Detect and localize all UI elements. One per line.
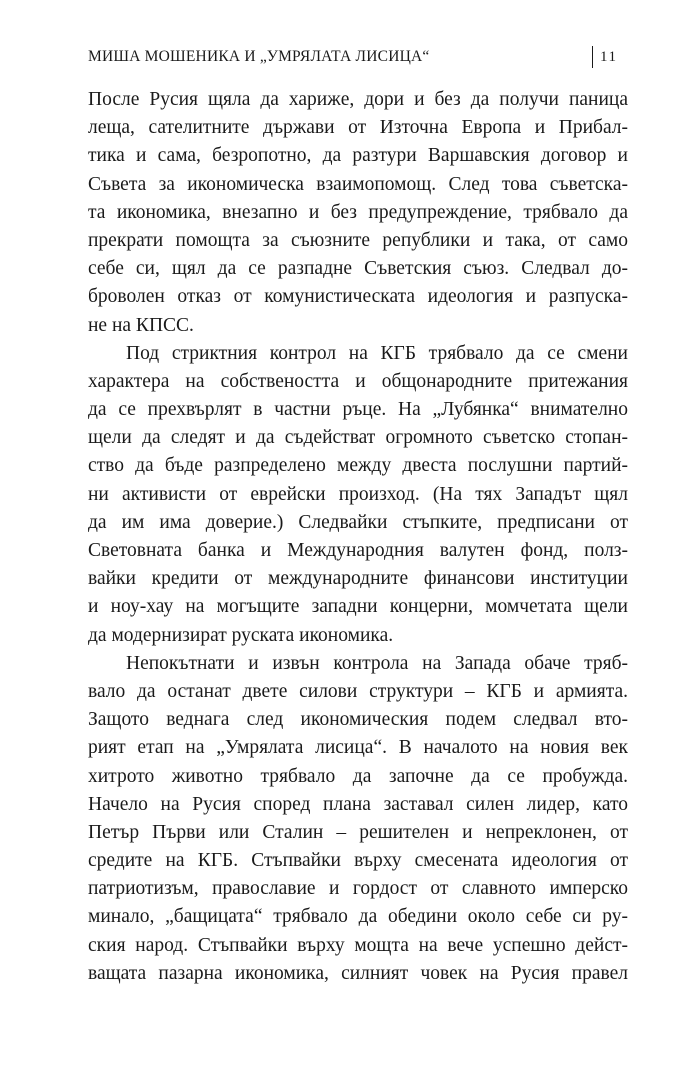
- text-line: Световната банка и Международния валутен фонд, полз-: [88, 540, 628, 561]
- text-line: леща, сателитните държави от Източна Европа и Прибал-: [88, 117, 628, 139]
- text-line: прекрати помощта за съюзните републики и така, от само: [88, 229, 628, 251]
- page-number: 11: [600, 49, 618, 65]
- text-line: Под стриктния контрол на КГБ трябвало да се смени: [126, 342, 628, 364]
- text-line: тика и сама, безропотно, да разтури Варшавския договор и: [88, 145, 628, 167]
- text-line: ския народ. Стъпвайки върху мощта на вече успешно дейст-: [88, 934, 628, 956]
- paragraph-1: [88, 86, 628, 340]
- text-line: рият етап на „Умрялата лисица“. В началото на новия век: [88, 737, 628, 759]
- text-line: вайки кредити от международните финансови институции: [88, 568, 628, 590]
- text-line: ващата пазарна икономика, силният човек на Русия правел: [88, 962, 628, 984]
- text-line: да се прехвърлят в частни ръце. На „Лубянка“ внимателно: [88, 399, 628, 421]
- paragraph-3: [88, 650, 628, 988]
- text-line: да модернизират руската икономика.: [88, 624, 394, 646]
- text-line: минало, „бащицата“ трябвало да обедини около себе си ру-: [88, 906, 628, 928]
- folio-divider: [592, 46, 593, 68]
- running-title: МИША МОШЕНИКА И „УМРЯЛАТА ЛИСИЦА“: [88, 48, 430, 65]
- text-line: Защото веднага след икономическия подем следвал вто-: [88, 709, 628, 731]
- text-line: характера на собствеността и общонародните притежания: [88, 370, 628, 392]
- text-line: хитрото животно трябвало да започне да се пробужда.: [88, 765, 628, 787]
- text-line: патриотизъм, православие и гордост от славното имперско: [88, 878, 628, 900]
- text-line: Петър Първи или Сталин – решителен и непреклонен, от: [88, 821, 628, 843]
- text-line: та икономика, внезапно и без предупреждение, трябвало да: [88, 201, 628, 223]
- text-line: и ноу-хау на могъщите западни концерни, момчетата щели: [88, 596, 628, 618]
- text-line: Съвета за икономическа взаимопомощ. След това съветска-: [88, 173, 628, 195]
- text-line: ство да бъде разпределено между двеста послушни партий-: [88, 455, 628, 477]
- text-line: себе си, щял да се разпадне Съветския съюз. Следвал до-: [88, 258, 628, 280]
- paragraph-2: [88, 340, 628, 650]
- text-line: вало да останат двете силови структури – КГБ и армията.: [88, 680, 628, 702]
- text-line: броволен отказ от комунистическата идеология и разпуска-: [88, 286, 628, 308]
- body-text: [88, 86, 628, 988]
- text-line: ни активисти от еврейски произход. (На тях Западът щял: [88, 483, 628, 505]
- text-line: После Русия щяла да харижe, дори и без да получи паница: [88, 89, 628, 110]
- text-line: средите на КГБ. Стъпвайки върху смесената идеология от: [88, 850, 628, 872]
- text-line: Начело на Русия според плана заставал силен лидер, като: [88, 793, 628, 815]
- text-line: не на КПСС.: [88, 314, 194, 336]
- text-line: Непокътнати и извън контрола на Запада обаче тряб-: [126, 652, 628, 674]
- text-line: щели да следят и да съдействат огромното съветско стопан-: [88, 427, 628, 449]
- running-head: [88, 46, 628, 70]
- text-line: да им има доверие.) Следвайки стъпките, предписани от: [88, 511, 628, 533]
